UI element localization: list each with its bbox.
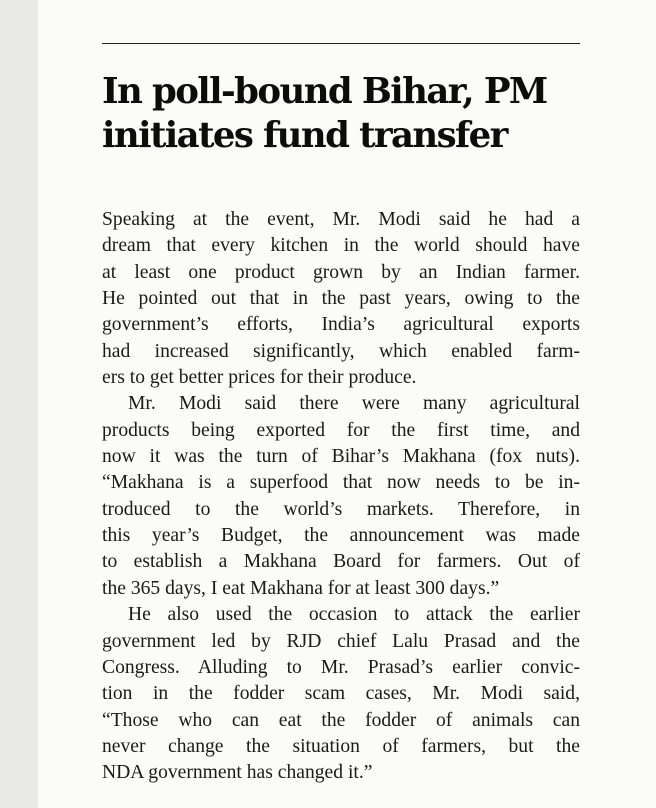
body-line: He also used the occasion to attack the earlier xyxy=(128,604,580,626)
body-line: Mr. Modi said there were many agricultural xyxy=(128,393,580,415)
body-line: tion in the fodder scam cases, Mr. Modi said, xyxy=(102,683,580,705)
paragraph-3 xyxy=(102,602,580,786)
article-body xyxy=(102,207,580,787)
body-line: now it was the turn of Bihar’s Makhana (fox nuts). xyxy=(102,446,580,468)
body-line: government’s efforts, India’s agricultural exports xyxy=(102,314,580,336)
body-line: Speaking at the event, Mr. Modi said he had a xyxy=(102,209,580,230)
body-line: never change the situation of farmers, but the xyxy=(102,735,580,757)
body-line: ers to get better prices for their produce. xyxy=(102,367,417,389)
body-line: NDA government has changed it.” xyxy=(102,762,373,784)
body-line: had increased significantly, which enabled farm- xyxy=(102,340,580,362)
headline-line: In poll-bound Bihar, PM xyxy=(102,71,547,112)
body-line: Congress. Alluding to Mr. Prasad’s earlier convic- xyxy=(102,656,580,678)
page-left-margin xyxy=(0,0,38,808)
body-line: products being exported for the first time, and xyxy=(102,419,580,441)
body-line: at least one product grown by an Indian farmer. xyxy=(102,261,580,283)
body-line: “Makhana is a superfood that now needs to be in- xyxy=(102,472,580,494)
body-line: He pointed out that in the past years, owing to the xyxy=(102,288,580,310)
headline-line: initiates fund transfer xyxy=(102,115,507,156)
body-line: “Those who can eat the fodder of animals can xyxy=(102,709,580,731)
headline-rule xyxy=(102,43,580,44)
body-line: troduced to the world’s markets. Therefore, in xyxy=(102,498,580,520)
body-line: the 365 days, I eat Makhana for at least 300 days.” xyxy=(102,577,500,599)
body-line: this year’s Budget, the announcement was made xyxy=(102,525,580,547)
paragraph-1 xyxy=(102,207,580,391)
paragraph-2 xyxy=(102,391,580,602)
body-line: dream that every kitchen in the world should have xyxy=(102,235,580,257)
article-headline xyxy=(102,70,602,158)
body-line: government led by RJD chief Lalu Prasad and the xyxy=(102,630,580,652)
body-line: to establish a Makhana Board for farmers. Out of xyxy=(102,551,580,573)
